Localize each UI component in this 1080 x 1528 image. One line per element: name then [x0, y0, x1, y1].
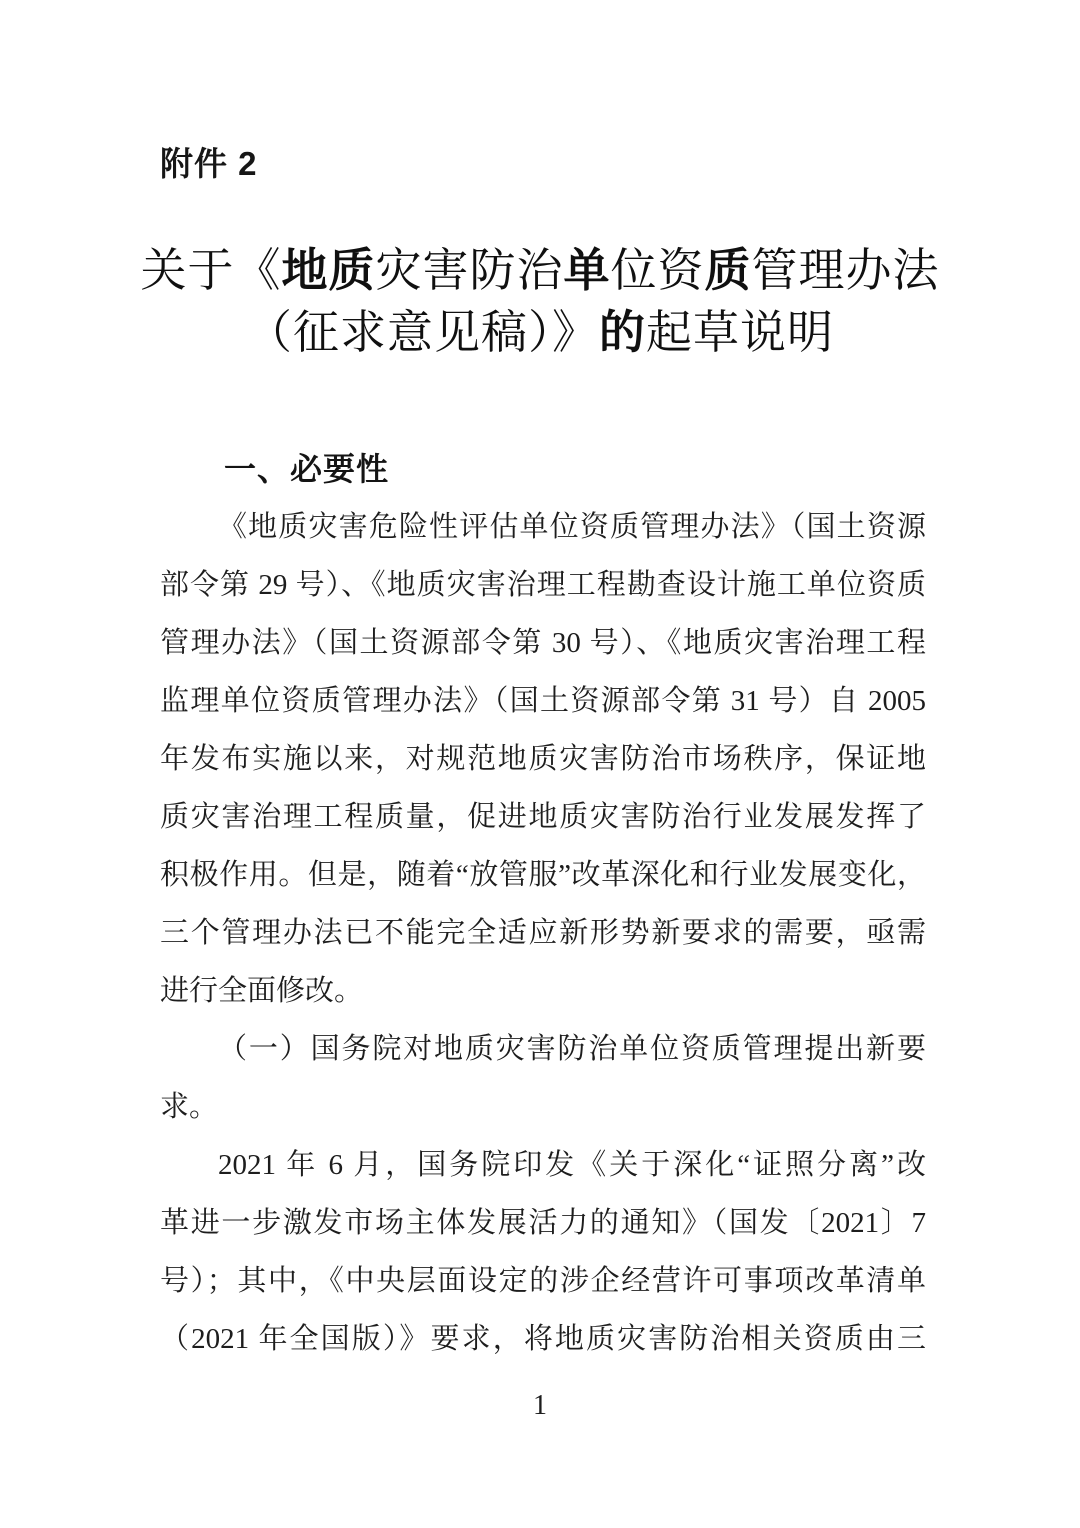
document-body: [160, 498, 926, 1368]
title-line-1: [0, 240, 1080, 302]
text-line: 部令第 29 号）、《地质灾害治理工程勘查设计施工单位资质: [160, 569, 926, 601]
title-segment: 质: [704, 245, 752, 296]
text-line: 积极作用。但是，随着“放管服”改革深化和行业发展变化，: [160, 859, 926, 891]
page-number: 1: [533, 1390, 547, 1421]
text-line: 号）；其中，《中央层面设定的涉企经营许可事项改革清单: [160, 1265, 926, 1297]
title-segment: 地质: [281, 245, 376, 296]
text-line: 革进一步激发市场主体发展活力的通知》（国发〔2021〕7: [160, 1207, 926, 1239]
title-segment: 的: [599, 307, 646, 358]
attachment-label: 附件 2: [160, 145, 258, 182]
document-content: [160, 440, 926, 1368]
text-line: （2021 年全国版）》要求，将地质灾害防治相关资质由三: [160, 1323, 926, 1355]
text-line: 监理单位资质管理办法》（国土资源部令第 31 号）自 2005: [160, 685, 926, 717]
text-line: 三个管理办法已不能完全适应新形势新要求的需要，亟需: [160, 917, 926, 949]
text-line: 《地质灾害危险性评估单位资质管理办法》（国土资源: [218, 511, 926, 543]
title-segment: 起草说明: [646, 307, 834, 358]
title-segment: 单: [563, 245, 611, 296]
text-line: 2021 年 6 月，国务院印发《关于深化“证照分离”改: [218, 1149, 926, 1181]
text-line: 求。: [160, 1091, 219, 1123]
text-line: 管理办法》（国土资源部令第 30 号）、《地质灾害治理工程: [160, 627, 926, 659]
section-heading: 一、必要性: [224, 451, 390, 487]
text-line: 质灾害治理工程质量，促进地质灾害防治行业发展发挥了: [160, 801, 926, 833]
title-segment: 位资: [610, 245, 705, 296]
title-line-2: [0, 302, 1080, 364]
text-line: （一）国务院对地质灾害防治单位资质管理提出新要: [218, 1033, 926, 1065]
document-title: [0, 240, 1080, 364]
text-line: 进行全面修改。: [160, 975, 364, 1007]
title-segment: 管理办法: [751, 245, 940, 296]
text-line: 年发布实施以来，对规范地质灾害防治市场秩序，保证地: [160, 743, 926, 775]
title-segment: 关于《: [140, 245, 282, 296]
title-segment: 灾害防治: [375, 245, 564, 296]
title-segment: （征求意见稿）》: [246, 307, 599, 358]
